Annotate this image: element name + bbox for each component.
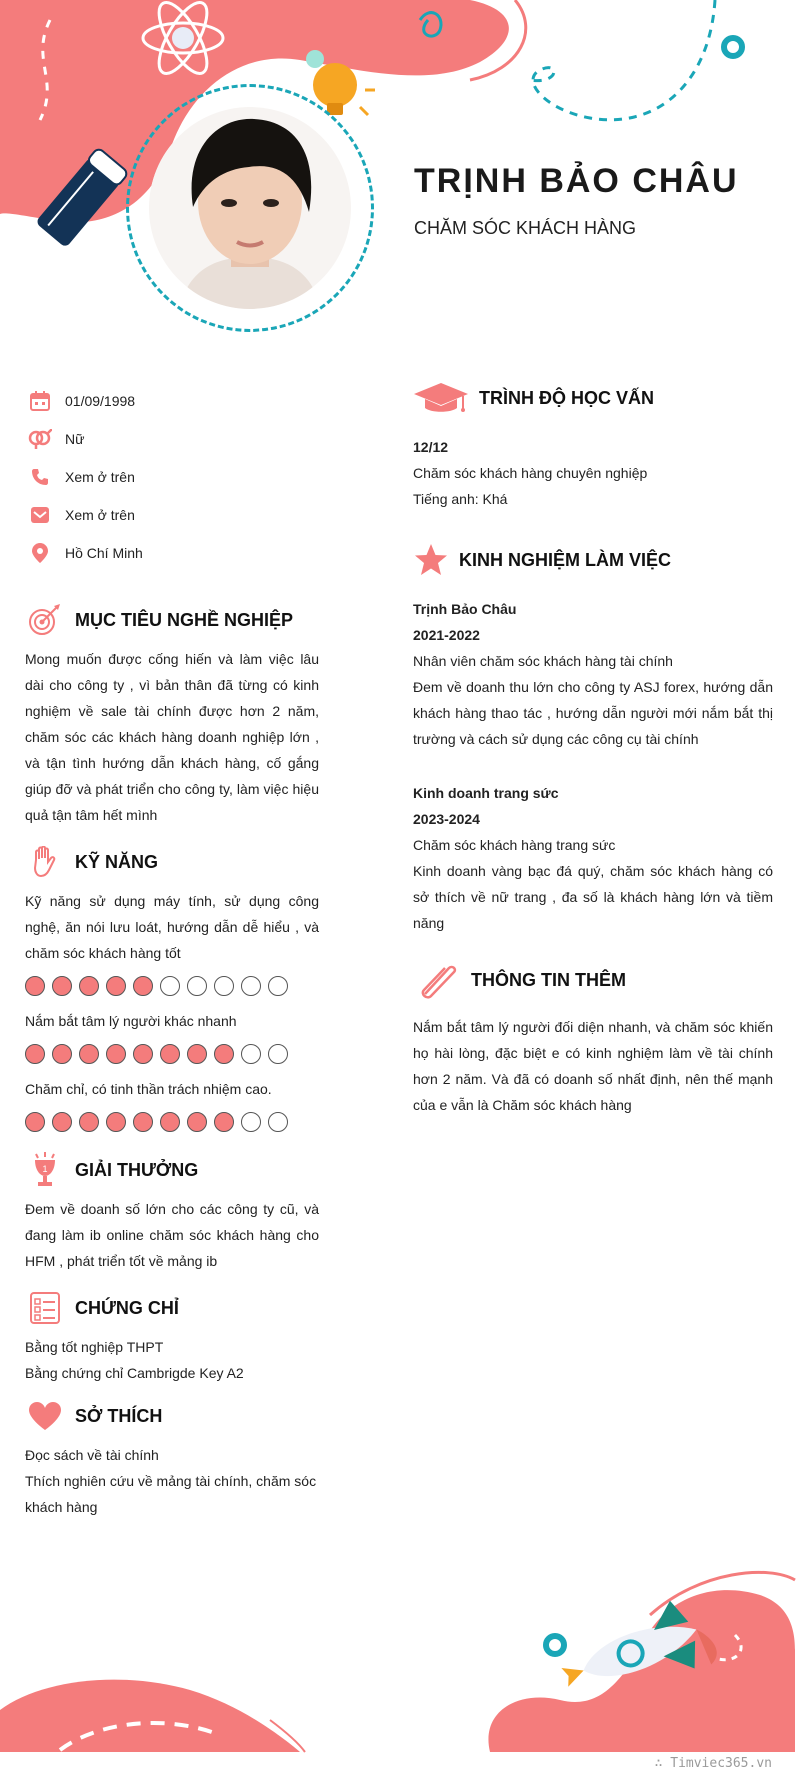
- address-value: Hồ Chí Minh: [65, 545, 143, 561]
- rating-dot-filled: [133, 976, 153, 996]
- rating-dot-filled: [160, 1044, 180, 1064]
- rating-dot-filled: [52, 976, 72, 996]
- skill-name: Kỹ năng sử dụng máy tính, sử dụng công nghệ, ăn nói lưu loát, hướng dẫn dễ hiểu , và chăm sóc khách hàng tốt: [25, 893, 319, 961]
- rating-dot-filled: [79, 1112, 99, 1132]
- birthday-value: 01/09/1998: [65, 393, 136, 409]
- certificate-item: Bằng tốt nghiệp THPT: [25, 1339, 164, 1355]
- info-birthday: [25, 382, 319, 420]
- rating-dot-empty: [268, 976, 288, 996]
- experience-item: [413, 780, 773, 936]
- phone-icon: [25, 465, 55, 489]
- skill-name: Chăm chỉ, có tinh thần trách nhiệm cao.: [25, 1081, 272, 1097]
- rating-dot-filled: [106, 976, 126, 996]
- hand-icon: [25, 844, 65, 880]
- info-phone: [25, 458, 319, 496]
- checklist-icon: [25, 1290, 65, 1326]
- rating-dot-empty: [241, 1112, 261, 1132]
- rating-dot-filled: [133, 1044, 153, 1064]
- gender-value: Nữ: [65, 431, 85, 447]
- awards-text: Đem về doanh số lớn cho các công ty cũ, và đang làm ib online chăm sóc khách hàng cho HFM , phát triển tốt về mảng ib: [25, 1201, 319, 1269]
- heart-icon: [25, 1398, 65, 1434]
- hobby-item: Đọc sách về tài chính: [25, 1447, 159, 1463]
- rating-dot-filled: [214, 1112, 234, 1132]
- certificates-title: CHỨNG CHỈ: [75, 1297, 179, 1318]
- rating-dot-filled: [79, 976, 99, 996]
- rating-dot-filled: [214, 1044, 234, 1064]
- star-icon: [413, 542, 449, 578]
- rating-dot-empty: [241, 1044, 261, 1064]
- paperclip-icon: [413, 962, 461, 998]
- skills-title: KỸ NĂNG: [75, 851, 159, 872]
- location-pin-icon: [25, 541, 55, 565]
- experience-position: Chăm sóc khách hàng trang sức: [413, 837, 616, 853]
- rating-dot-empty: [268, 1112, 288, 1132]
- left-column: [25, 382, 319, 1520]
- email-value: Xem ở trên: [65, 507, 135, 523]
- experience-description: Kinh doanh vàng bạc đá quý, chăm sóc khách hàng có sở thích về nữ trang , đa số là khách hàng lớn và tiềm năng: [413, 863, 773, 931]
- rating-dot-empty: [268, 1044, 288, 1064]
- rating-dot-filled: [52, 1044, 72, 1064]
- svg-text:1: 1: [42, 1164, 48, 1174]
- right-column: [413, 380, 773, 1118]
- info-email: [25, 496, 319, 534]
- experience-item: [413, 596, 773, 752]
- skill-name: Nắm bắt tâm lý người khác nhanh: [25, 1013, 237, 1029]
- calendar-icon: [25, 389, 55, 413]
- rating-dot-filled: [187, 1044, 207, 1064]
- info-gender: [25, 420, 319, 458]
- watermark: ∴ Timviec365.vn: [654, 1756, 772, 1771]
- certificate-item: Bằng chứng chỉ Cambrigde Key A2: [25, 1365, 244, 1381]
- rating-dot-empty: [187, 976, 207, 996]
- experience-heading: [413, 542, 773, 578]
- info-address: [25, 534, 319, 572]
- hobbies-heading: [25, 1398, 319, 1434]
- additional-text: Nắm bắt tâm lý người đối diện nhanh, và chăm sóc khiến họ hài lòng, đặc biệt e có kinh nghiệm làm về tài chính hơn 2 năm. Và đã có doanh số nhất định, nên thế mạnh của e vẫn là Chăm sóc khách hàng: [413, 1019, 773, 1113]
- additional-heading: [413, 962, 773, 998]
- rating-dot-filled: [160, 1112, 180, 1132]
- candidate-name: TRỊNH BẢO CHÂU: [414, 162, 739, 200]
- awards-title: GIẢI THƯỞNG: [75, 1159, 199, 1180]
- profile-photo-frame: [126, 84, 374, 332]
- objective-text: Mong muốn được cống hiến và làm việc lâu dài cho công ty , vì bản thân đã từng có kinh nghiệm về sale tài chính được hơn 2 năm, chăm sóc các khách hàng doanh nghiệp lớn , và tận tình hướng dẫn khách hàng, cố gắng giúp đỡ và phát triển cho công ty, làm việc hiệu quả tận tâm hết mình: [25, 651, 319, 823]
- skills-heading: [25, 844, 319, 880]
- skill-rating: [25, 1044, 319, 1064]
- rating-dot-filled: [52, 1112, 72, 1132]
- rating-dot-filled: [79, 1044, 99, 1064]
- hobbies-title: SỞ THÍCH: [75, 1405, 163, 1426]
- education-title: TRÌNH ĐỘ HỌC VẤN: [479, 387, 654, 408]
- rating-dot-filled: [133, 1112, 153, 1132]
- experience-period: 2021-2022: [413, 627, 480, 643]
- skill-rating: [25, 976, 319, 996]
- phone-value: Xem ở trên: [65, 469, 135, 485]
- experience-description: Đem về doanh thu lớn cho công ty ASJ forex, hướng dẫn khách hàng thao tác , hướng dẫn người mới nắm bắt thị trường và cách sử dụng các công cụ tài chính: [413, 679, 773, 747]
- experience-company: Kinh doanh trang sức: [413, 785, 559, 801]
- hobby-item: Thích nghiên cứu về mảng tài chính, chăm sóc khách hàng: [25, 1473, 317, 1515]
- avatar: [149, 107, 351, 309]
- job-title: CHĂM SÓC KHÁCH HÀNG: [414, 218, 637, 238]
- objective-title: MỤC TIÊU NGHỀ NGHIỆP: [75, 609, 294, 630]
- experience-period: 2023-2024: [413, 811, 480, 827]
- certificates-heading: [25, 1290, 319, 1326]
- rating-dot-filled: [25, 976, 45, 996]
- objective-heading: [25, 602, 319, 638]
- gender-icon: [25, 427, 55, 451]
- rating-dot-filled: [106, 1112, 126, 1132]
- skills-list: [25, 888, 319, 1132]
- graduation-cap-icon: [413, 380, 469, 416]
- rating-dot-filled: [106, 1044, 126, 1064]
- rating-dot-filled: [187, 1112, 207, 1132]
- additional-title: THÔNG TIN THÊM: [471, 969, 626, 990]
- rating-dot-filled: [25, 1112, 45, 1132]
- rating-dot-empty: [160, 976, 180, 996]
- education-heading: [413, 380, 773, 416]
- experience-position: Nhân viên chăm sóc khách hàng tài chính: [413, 653, 673, 669]
- target-icon: [25, 602, 65, 638]
- education-line: Chăm sóc khách hàng chuyên nghiệp: [413, 465, 648, 481]
- education-line: Tiếng anh: Khá: [413, 491, 508, 507]
- education-level: 12/12: [413, 439, 449, 455]
- email-icon: [25, 503, 55, 527]
- experience-title: KINH NGHIỆM LÀM VIỆC: [459, 549, 672, 570]
- experience-company: Trịnh Bảo Châu: [413, 601, 517, 617]
- rating-dot-empty: [214, 976, 234, 996]
- awards-heading: [25, 1152, 319, 1188]
- skill-rating: [25, 1112, 319, 1132]
- rating-dot-filled: [25, 1044, 45, 1064]
- rating-dot-empty: [241, 976, 261, 996]
- footer-decoration: [0, 1540, 800, 1779]
- trophy-icon: [25, 1152, 65, 1188]
